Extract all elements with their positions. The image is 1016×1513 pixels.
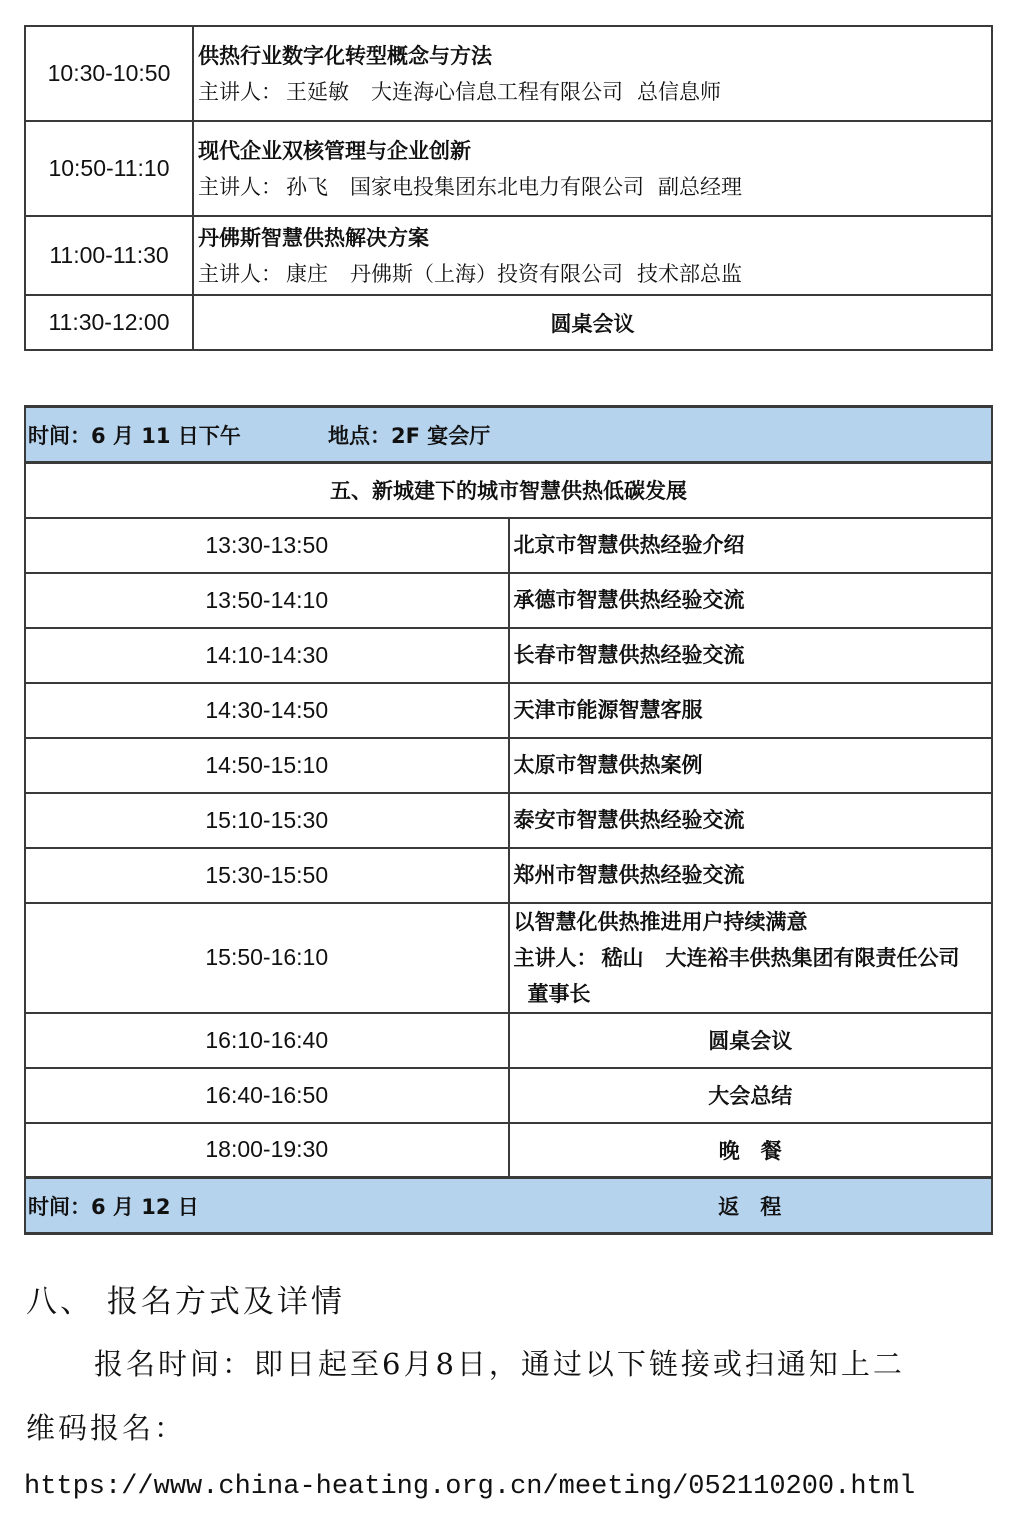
morning-schedule-table — [24, 25, 993, 351]
content-cell — [193, 216, 992, 295]
header-location: 地点：2F 宴会厅 — [328, 423, 491, 448]
topic-title: 承德市智慧供热经验交流 — [513, 588, 745, 612]
speaker-name: 王延敏 — [286, 79, 349, 104]
time-cell: 14:30-14:50 — [25, 683, 509, 738]
table-row — [25, 848, 992, 903]
afternoon-schedule-table — [24, 405, 993, 1235]
content-cell — [509, 683, 993, 738]
speaker-line — [198, 74, 991, 110]
content-cell — [509, 848, 993, 903]
topic-title: 泰安市智慧供热经验交流 — [513, 808, 745, 832]
time-cell: 14:50-15:10 — [25, 738, 509, 793]
time-cell: 15:10-15:30 — [25, 793, 509, 848]
time-cell: 15:50-16:10 — [25, 903, 509, 1013]
speaker-org: 大连海心信息工程有限公司 — [371, 79, 623, 104]
footer-time: 时间：6 月 12 日 — [25, 1178, 509, 1234]
speaker-label: 主讲人： — [198, 261, 282, 286]
topic-title: 以智慧化供热推进用户持续满意 — [513, 909, 808, 934]
table-row — [25, 1123, 992, 1178]
center-cell: 圆桌会议 — [509, 1013, 993, 1068]
speaker-title: 董事长 — [527, 981, 591, 1006]
header-cell — [25, 407, 992, 463]
time-cell: 18:00-19:30 — [25, 1123, 509, 1178]
time-cell: 11:00-11:30 — [25, 216, 193, 295]
center-cell: 晚 餐 — [509, 1123, 993, 1178]
footer-row — [25, 1178, 992, 1234]
content-cell — [509, 518, 993, 573]
speaker-title: 总信息师 — [637, 79, 721, 104]
speaker-title: 技术部总监 — [637, 261, 742, 286]
table-row — [25, 1068, 992, 1123]
footer-center: 返 程 — [509, 1178, 993, 1234]
time-cell: 11:30-12:00 — [25, 295, 193, 350]
time-cell: 10:30-10:50 — [25, 26, 193, 121]
speaker-label: 主讲人： — [198, 79, 282, 104]
time-cell: 16:40-16:50 — [25, 1068, 509, 1123]
speaker-label: 主讲人： — [513, 945, 598, 970]
speaker-name: 孙飞 — [286, 174, 328, 199]
center-cell: 大会总结 — [509, 1068, 993, 1123]
content-cell — [509, 738, 993, 793]
content-cell — [193, 121, 992, 216]
speaker-name: 嵇山 — [601, 945, 644, 970]
speaker-line — [514, 940, 992, 1012]
table-row — [25, 1013, 992, 1068]
speaker-name: 康庄 — [286, 261, 328, 286]
table-row — [25, 26, 992, 121]
time-cell: 16:10-16:40 — [25, 1013, 509, 1068]
time-cell: 13:30-13:50 — [25, 518, 509, 573]
time-cell: 14:10-14:30 — [25, 628, 509, 683]
content-cell — [509, 573, 993, 628]
time-cell: 15:30-15:50 — [25, 848, 509, 903]
header-row — [25, 407, 992, 463]
speaker-label: 主讲人： — [198, 174, 282, 199]
content-cell — [509, 793, 993, 848]
topic-title: 供热行业数字化转型概念与方法 — [198, 43, 492, 68]
speaker-org: 丹佛斯（上海）投资有限公司 — [350, 261, 623, 286]
topic-title: 现代企业双核管理与企业创新 — [198, 138, 471, 163]
header-time: 时间：6 月 11 日下午 — [28, 423, 241, 448]
speaker-org: 国家电投集团东北电力有限公司 — [350, 174, 644, 199]
table-row — [25, 295, 992, 350]
table-row — [25, 738, 992, 793]
table-row — [25, 573, 992, 628]
table-row — [25, 628, 992, 683]
time-cell: 13:50-14:10 — [25, 573, 509, 628]
table-row — [25, 518, 992, 573]
paragraph-line-2: 维码报名： — [26, 1411, 187, 1445]
topic-title: 长春市智慧供热经验交流 — [513, 643, 745, 667]
content-cell — [509, 903, 993, 1013]
table-row — [25, 216, 992, 295]
speaker-line — [198, 169, 991, 205]
table-row — [25, 121, 992, 216]
topic-title: 丹佛斯智慧供热解决方案 — [198, 225, 429, 250]
section-heading: 八、 报名方式及详情 — [26, 1284, 345, 1320]
topic-title: 天津市能源智慧客服 — [513, 698, 703, 722]
registration-link[interactable]: https://www.china-heating.org.cn/meeting/052110200.html — [24, 1472, 916, 1502]
time-cell: 10:50-11:10 — [25, 121, 193, 216]
topic-title: 北京市智慧供热经验介绍 — [513, 533, 745, 557]
speaker-org: 大连裕丰供热集团有限责任公司 — [665, 945, 960, 970]
topic-title: 郑州市智慧供热经验交流 — [513, 863, 745, 887]
table-row — [25, 903, 992, 1013]
speaker-line — [198, 256, 991, 292]
topic-title: 太原市智慧供热案例 — [513, 753, 703, 777]
paragraph-line-1: 报名时间：即日起至6月8日，通过以下链接或扫通知上二 — [94, 1347, 905, 1381]
table-row — [25, 793, 992, 848]
section-row — [25, 463, 992, 518]
center-cell: 圆桌会议 — [193, 295, 992, 350]
table-row — [25, 683, 992, 738]
section-title: 五、新城建下的城市智慧供热低碳发展 — [25, 463, 992, 518]
speaker-title: 副总经理 — [658, 174, 742, 199]
content-cell — [193, 26, 992, 121]
content-cell — [509, 628, 993, 683]
